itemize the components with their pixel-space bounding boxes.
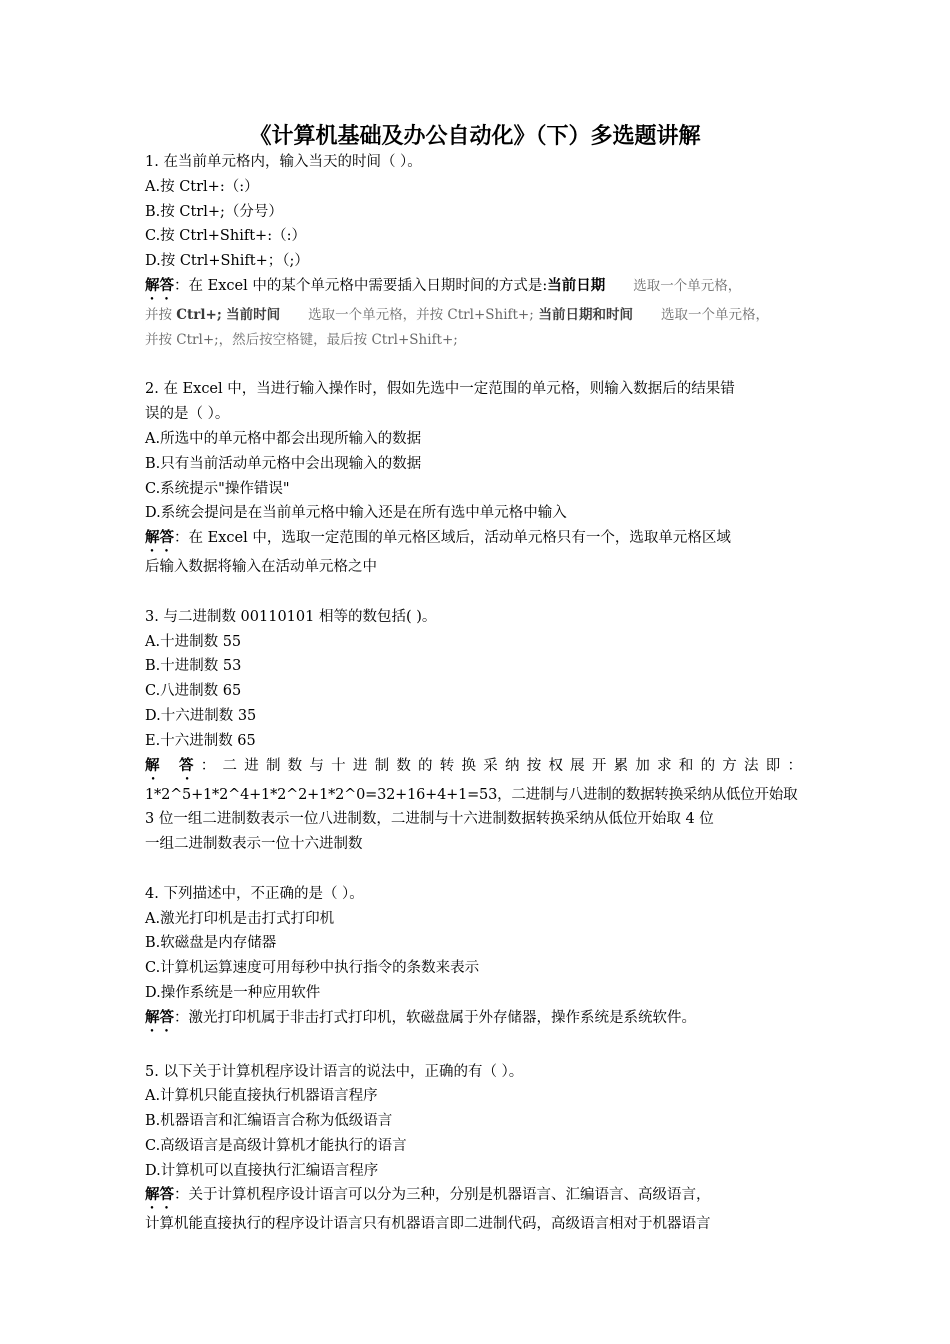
question-5-answer-line-1 [145,1183,807,1212]
question-1-answer-line-3: 并按 Ctrl+;，然后按空格键，最后按 Ctrl+Shift+; [145,331,458,348]
question-4-option-a: A.激光打印机是击打式打印机 [145,910,335,927]
question-2-stem-line-2: 误的是（ ）。 [145,406,230,423]
question-2-stem-line-1: 2. 在 Excel 中，当进行输入操作时，假如先选中一定范围的单元格，则输入数据后的结果错 [145,381,735,398]
document-body [145,150,807,1237]
question-5-option-c: C.高级语言是高级计算机才能执行的语言 [145,1137,407,1154]
answer-text: ：激光打印机属于非击打式打印机，软磁盘属于外存储器，操作系统是系统软件。 [174,1009,696,1026]
question-2-option-c: C.系统提示"操作错误" [145,480,290,497]
answer-label: 解 答 [145,756,201,774]
question-2-option-b: B.只有当前活动单元格中会出现输入的数据 [145,455,422,472]
question-1-option-c: C.按 Ctrl+Shift+:（:） [145,228,306,245]
question-2-option-d: D.系统会提问是在当前单元格中输入还是在所有选中单元格中输入 [145,505,567,522]
answer-emphasis: 当前日期 [547,276,606,294]
question-1-option-a: A.按 Ctrl+:（:） [145,178,259,195]
question-4-option-c: C.计算机运算速度可用每秒中执行指令的条数来表示 [145,960,480,977]
question-3-answer-line-3: 3 位一组二进制数表示一位八进制数，二进制与十六进制数据转换采纳从低位开始取 4 位 [145,811,714,828]
question-1-option-d: D.按 Ctrl+Shift+；（;） [145,253,309,270]
question-2-answer-line-2: 后输入数据将输入在活动单元格之中 [145,559,377,576]
question-5-option-a: A.计算机只能直接执行机器语言程序 [145,1088,378,1105]
answer-emphasis: Ctrl+; [176,306,222,323]
answer-text: 并按 [145,306,177,323]
question-4-answer [145,1006,807,1035]
answer-emphasis: 当前日期和时间 [533,306,633,323]
question-3-option-c: C.八进制数 65 [145,683,242,700]
question-2-option-a: A.所选中的单元格中都会出现所输入的数据 [145,430,422,447]
answer-label: 解答 [145,1008,174,1026]
question-1-answer-line-1 [145,274,807,303]
question-4-option-d: D.操作系统是一种应用软件 [145,984,321,1001]
answer-text: ：在 Excel 中的某个单元格中需要插入日期时间的方式是: [174,277,548,294]
answer-text: ：关于计算机程序设计语言可以分为三种，分别是机器语言、汇编语言、高级语言， [174,1187,711,1204]
question-5-option-b: B.机器语言和汇编语言合称为低级语言 [145,1113,393,1130]
answer-text: 选取一个单元格， [661,306,769,323]
question-4-option-b: B.软磁盘是内存储器 [145,935,277,952]
answer-label: 解答 [145,529,174,547]
question-1-answer-line-2 [145,303,807,328]
question-3-option-d: D.十六进制数 35 [145,707,257,724]
answer-text: 选取一个单元格， [633,277,742,294]
question-4-stem: 4. 下列描述中，不正确的是（ ）。 [145,885,364,902]
question-3-answer-line-4: 一组二进制数表示一位十六进制数 [145,836,363,853]
question-3-answer-line-1 [145,754,807,783]
question-5-option-d: D.计算机可以直接执行汇编语言程序 [145,1162,379,1179]
answer-emphasis: 当前时间 [226,306,281,323]
answer-text: ：二进制数与十进制数的转换采纳按权展开累加求和的方法即： [200,757,807,774]
question-3-option-e: E.十六进制数 65 [145,732,256,749]
page-title: 《计算机基础及办公自动化》（下）多选题讲解 [249,124,701,149]
question-1-stem: 1. 在当前单元格内，输入当天的时间（ ）。 [145,154,422,170]
answer-label: 解答 [145,276,174,294]
answer-text: ：在 Excel 中，选取一定范围的单元格区域后，活动单元格只有一个，选取单元格区域 [174,530,731,547]
answer-label: 解答 [145,1186,174,1204]
question-3-answer-line-2: 1*2^5+1*2^4+1*2^2+1*2^0=32+16+4+1=53，二进制与八进制的数据转换采纳从低位开始取 [145,786,798,803]
question-1-option-b: B.按 Ctrl+;（分号） [145,203,283,220]
question-5-stem: 5. 以下关于计算机程序设计语言的说法中，正确的有（ ）。 [145,1063,524,1080]
question-3-option-b: B.十进制数 53 [145,658,242,675]
question-3-stem: 3. 与二进制数 00110101 相等的数包括( )。 [145,608,437,625]
question-3-option-a: A.十进制数 55 [145,633,242,650]
answer-text: 选取一个单元格，并按 Ctrl+Shift+; [308,306,534,323]
question-5-answer-line-2: 计算机能直接执行的程序设计语言只有机器语言即二进制代码，高级语言相对于机器语言 [145,1216,711,1233]
question-2-answer-line-1 [145,526,807,555]
